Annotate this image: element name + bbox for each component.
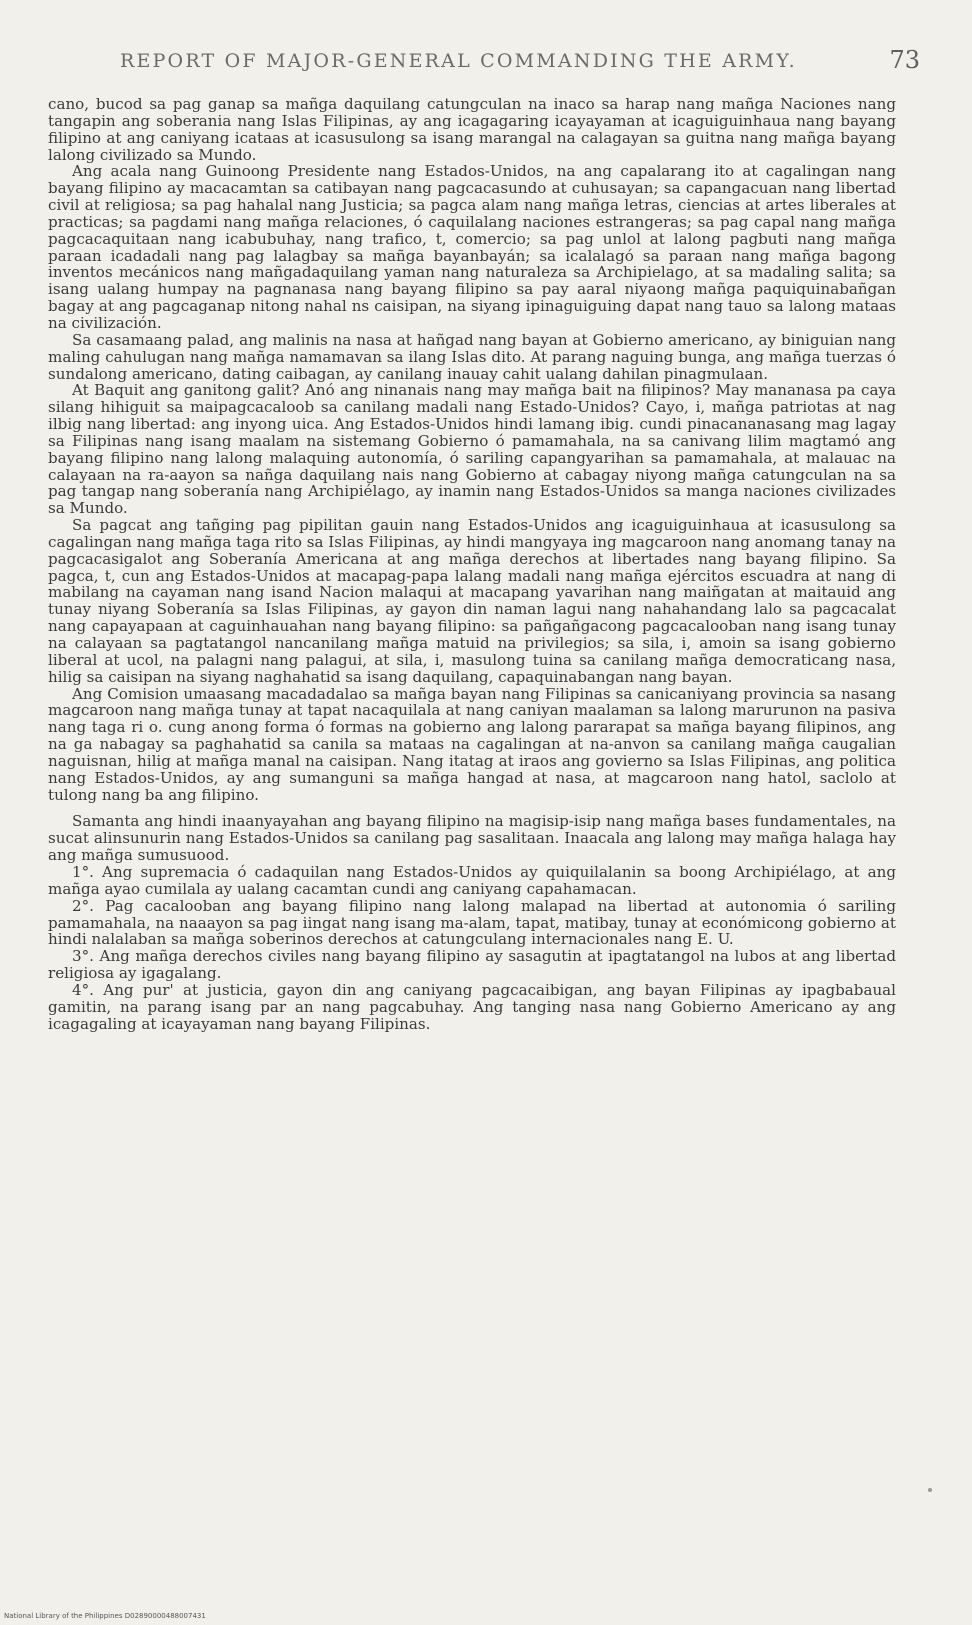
paragraph: 4°. Ang pur' at justicia, gayon din ang caniyang pagcacaibigan, ang bayan Filipinas ay ipagbabaual gamitin, na parang isang par an nang pagcabuhay. Ang tanging nasa nang Gobierno Americano ay ang icagagaling at icayayaman nang bayang Filipinas. <box>48 980 896 1033</box>
paragraph: At Baquit ang ganitong galit? Anó ang ninanais nang may mañga bait na filipinos? May mananasa pa caya silang hihiguit sa maipagcacaloob sa canilang madali nang Estado-Unidos? Cayo, i, mañga patriotas at nag ilbig nang libertad: ang inyong uica. Ang Estados-Unidos hindi lamang ibig. cundi pinacananasang mag lagay sa Filipinas nang isang maalam na sistemang Gobierno ó pamamahala, na sa canivang lilim magtamó ang bayang filipino nang lalong malaquing autonomía, ó sariling capangyarihan sa pamamahala, at malauac na calayaan na ra-aayon sa nañga daquilang nais nang Gobierno at cabagay niyong mañga catungculan na sa pag tangap nang soberanía nang Archipiélago, ay inamin nang Estados-Unidos sa manga naciones civilizades sa Mundo. <box>48 381 896 518</box>
paragraph: Ang Comision umaasang macadadalao sa mañga bayan nang Filipinas sa canicaniyang provincia sa nasang magcaroon nang mañga tunay at tapat nacaquilala at nang caniyan maalaman sa lalong marurunon na pasiva nang taga ri o. cung anong forma ó formas na gobierno ang lalong pararapat sa mañga bayang filipinos, ang na ga nabagay sa paghahatid sa canila sa mataas na cagalingan at na-anvon sa canilang mañga caugalian naguisnan, hilig at mañga manal na caisipan. Nang itatag at iraos ang govierno sa Islas Filipinas, ang politica nang Estados-Unidos, ay ang sumanguni sa mañga hangad at nasa, at magcaroon nang hatol, saclolo at tulong nang ba ang filipino. <box>48 684 896 804</box>
paragraph: Sa casamaang palad, ang malinis na nasa at hañgad nang bayan at Gobierno americano, ay biniguian nang maling cahulugan nang mañga namamavan sa ilang Islas dito. At parang naguing bunga, ang mañga tuerzas ó sundalong americano, dating caibagan, ay canilang inauay cahit ualang dahilan pinagmulaan. <box>48 330 896 383</box>
page-number: 73 <box>889 46 920 74</box>
page-header <box>120 46 920 76</box>
running-title: REPORT OF MAJOR-GENERAL COMMANDING THE ARMY. <box>120 50 797 72</box>
paragraph: Samanta ang hindi inaanyayahan ang bayang filipino na magisip-isip nang mañga bases fundamentales, na sucat alinsunurin nang Estados-Unidos sa canilang pag sasalitaan. Inaacala ang lalong may mañga halaga hay ang mañga sumusuood. <box>48 812 896 865</box>
body-text <box>48 96 896 1032</box>
library-footer-note: National Library of the Philippines D02890000488007431 <box>4 1612 206 1620</box>
scan-speck <box>928 1488 932 1492</box>
paragraph: Ang acala nang Guinoong Presidente nang Estados-Unidos, na ang capalarang ito at cagalingan nang bayang filipino ay macacamtan sa catibayan nang pagcacasundo at cuhusayan; sa capangacuan nang libertad civil at religiosa; sa pag hahalal nang Justicia; sa pagca alam nang mañga letras, ciencias at artes liberales at practicas; sa pagdami nang mañga relaciones, ó caquilalang naciones estrangeras; sa pag capal nang mañga pagcacaquitaan nang icabubuhay, nang trafico, t, comercio; sa pag unlol at lalong pagbuti nang mañga paraan icadadali nang pag lalagbay sa mañga bayanbayán; sa icalalagó sa paraan nang mañga bagong inventos mecánicos nang mañgadaquilang yaman nang naturaleza sa Archipielago, at sa madaling salita; sa isang ualang humpay na pagnanasa nang bayang filipino sa pay aaral niyaong mañga paquiquinabañgan bagay at ang pagcaganap nitong nahal ns caisipan, na siyang ipinaguiguing dapat nang tauo sa lalong mataas na civilización. <box>48 162 896 332</box>
paragraph: 1°. Ang supremacia ó cadaquilan nang Estados-Unidos ay quiquilalanin sa boong Archipiélago, at ang mañga ayao cumilala ay ualang cacamtan cundi ang caniyang capahamacan. <box>48 862 896 898</box>
paragraph: 3°. Ang mañga derechos civiles nang bayang filipino ay sasagutin at ipagtatangol na lubos at ang libertad religiosa ay igagalang. <box>48 947 896 983</box>
paragraph: Sa pagcat ang tañging pag pipilitan gauin nang Estados-Unidos ang icaguiguinhaua at icasusulong sa cagalingan nang mañga taga rito sa Islas Filipinas, ay hindi mangyaya ing magcaroon nang anomang tanay na pagcacasigalot ang Soberanía Americana at ang mañga derechos at libertades nang bayang filipino. Sa pagca, t, cun ang Estados-Unidos at macapag-papa lalang madali nang mañga ejércitos escuadra at nang di mabilang na cayaman nang isand Nacion malaqui at macapang yavarihan nang maiñgatan at maitauid ang tunay niyang Soberanía sa Islas Filipinas, ay gayon din naman lagui nang nahahandang lalo sa pagcacalat nang capayapaan at caguinhauahan nang bayang filipino: sa pañgañgacong pagcacalooban nang isang tunay na calayaan sa pagtatangol nancanilang mañga matuid na privilegios; sa sila, i, amoin sa isang gobierno liberal at ucol, na palagni nang palagui, at sila, i, masulong tuina sa canilang mañga democraticang nasa, hilig sa caisipan na siyang naghahatid sa isang daquilang, capaquinabangan nang bayan. <box>48 516 896 686</box>
paragraph: cano, bucod sa pag ganap sa mañga daquilang catungculan na inaco sa harap nang mañga Naciones nang tangapin ang soberania nang Islas Filipinas, ay ang icagagaring icayayaman at icaguiguinhaua nang bayang filipino at ang caniyang icataas at icasusulong sa isang marangal na calagayan sa guitna nang mañga bayang lalong civilizado sa Mundo. <box>48 95 896 164</box>
paragraph: 2°. Pag cacalooban ang bayang filipino nang lalong malapad na libertad at autonomia ó sariling pamamahala, na naaayon sa pag iingat nang isang ma-alam, tapat, matibay, tunay at económicong gobierno at hindi nalalaban sa mañga soberinos derechos at catungculang internacionales nang E. U. <box>48 896 896 949</box>
